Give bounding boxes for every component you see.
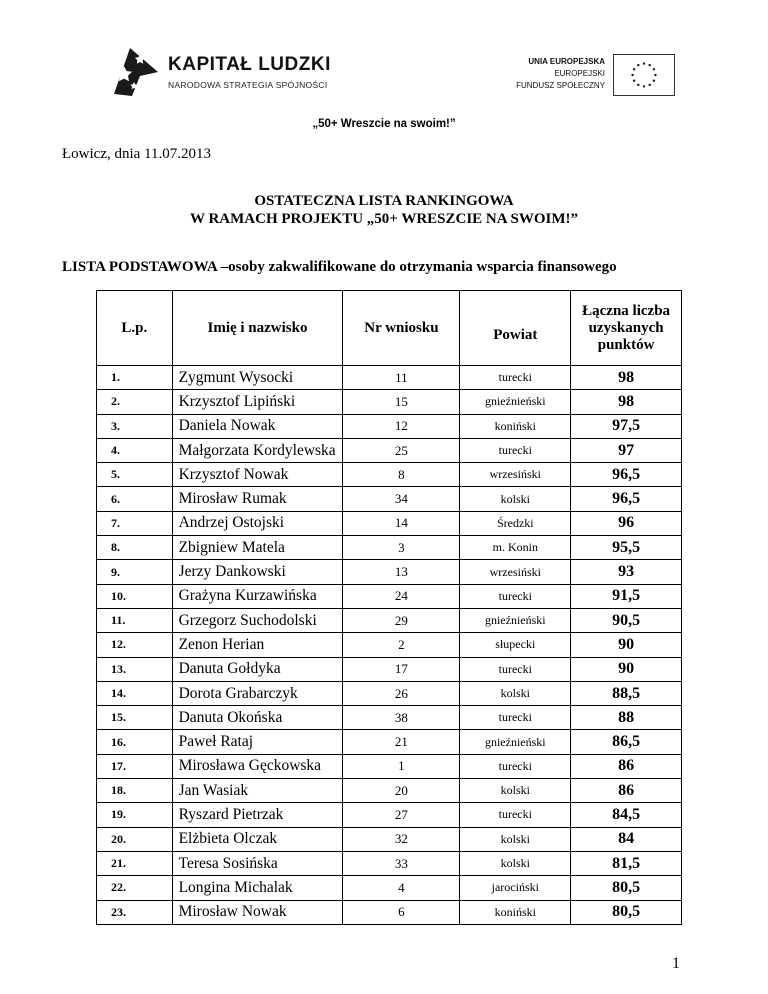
cell-points: 98: [571, 366, 682, 390]
cell-lp: 5.: [97, 463, 173, 487]
cell-points: 88: [571, 706, 682, 730]
cell-name: Krzysztof Nowak: [172, 463, 343, 487]
cell-application-no: 14: [343, 511, 460, 535]
cell-name: Paweł Rataj: [172, 730, 343, 754]
cell-application-no: 20: [343, 779, 460, 803]
cell-name: Mirosław Rumak: [172, 487, 343, 511]
cell-district: wrzesiński: [460, 463, 571, 487]
cell-district: turecki: [460, 706, 571, 730]
cell-application-no: 17: [343, 657, 460, 681]
cell-lp: 9.: [97, 560, 173, 584]
cell-district: Średzki: [460, 511, 571, 535]
cell-application-no: 24: [343, 584, 460, 608]
page-number: 1: [672, 955, 680, 972]
cell-lp: 12.: [97, 633, 173, 657]
cell-name: Teresa Sosińska: [172, 851, 343, 875]
column-header-points: Łączna liczba uzyskanych punktów: [571, 291, 682, 366]
logo-subtitle: NARODOWA STRATEGIA SPÓJNOŚCI: [168, 80, 328, 90]
cell-district: kolski: [460, 487, 571, 511]
cell-application-no: 34: [343, 487, 460, 511]
cell-application-no: 2: [343, 633, 460, 657]
cell-points: 98: [571, 390, 682, 414]
cell-district: turecki: [460, 754, 571, 778]
title-line-2: W RAMACH PROJEKTU „50+ WRESZCIE NA SWOIM!”: [189, 211, 579, 227]
cell-district: gnieźnieński: [460, 390, 571, 414]
cell-application-no: 11: [343, 366, 460, 390]
cell-points: 86,5: [571, 730, 682, 754]
cell-points: 97,5: [571, 414, 682, 438]
cell-application-no: 21: [343, 730, 460, 754]
cell-lp: 10.: [97, 584, 173, 608]
cell-district: kolski: [460, 827, 571, 851]
cell-name: Grażyna Kurzawińska: [172, 584, 343, 608]
column-header-name: Imię i nazwisko: [172, 291, 343, 366]
table-row: [97, 560, 682, 584]
cell-name: Grzegorz Suchodolski: [172, 608, 343, 632]
table-row: [97, 900, 682, 924]
cell-lp: 23.: [97, 900, 173, 924]
table-row: [97, 779, 682, 803]
cell-lp: 1.: [97, 366, 173, 390]
cell-district: turecki: [460, 584, 571, 608]
table-row: [97, 657, 682, 681]
cell-district: gnieźnieński: [460, 608, 571, 632]
cell-district: kolski: [460, 681, 571, 705]
column-header-district: Powiat: [460, 291, 571, 366]
cell-points: 80,5: [571, 876, 682, 900]
kapital-ludzki-logo: [110, 42, 340, 102]
cell-points: 96,5: [571, 487, 682, 511]
cell-lp: 3.: [97, 414, 173, 438]
cell-name: Dorota Grabarczyk: [172, 681, 343, 705]
cell-name: Andrzej Ostojski: [172, 511, 343, 535]
cell-district: koniński: [460, 414, 571, 438]
cell-lp: 15.: [97, 706, 173, 730]
table-row: [97, 633, 682, 657]
table-row: [97, 366, 682, 390]
cell-lp: 16.: [97, 730, 173, 754]
cell-application-no: 13: [343, 560, 460, 584]
cell-name: Danuta Gołdyka: [172, 657, 343, 681]
cell-name: Zygmunt Wysocki: [172, 366, 343, 390]
cell-points: 88,5: [571, 681, 682, 705]
logo-title: KAPITAŁ LUDZKI: [168, 54, 331, 75]
cell-lp: 8.: [97, 536, 173, 560]
table-row: [97, 438, 682, 462]
title-line-1: OSTATECZNA LISTA RANKINGOWA: [254, 193, 514, 209]
column-header-application-no: Nr wniosku: [343, 291, 460, 366]
eu-logo-text: [516, 56, 605, 92]
cell-district: turecki: [460, 657, 571, 681]
table-row: [97, 706, 682, 730]
eu-logo: [505, 52, 675, 98]
table-row: [97, 390, 682, 414]
cell-district: kolski: [460, 779, 571, 803]
cell-name: Ryszard Pietrzak: [172, 803, 343, 827]
table-row: [97, 536, 682, 560]
cell-application-no: 15: [343, 390, 460, 414]
table-row: [97, 584, 682, 608]
cell-application-no: 12: [343, 414, 460, 438]
cell-name: Mirosław Nowak: [172, 900, 343, 924]
cell-points: 84: [571, 827, 682, 851]
cell-lp: 7.: [97, 511, 173, 535]
eu-logo-line2: EUROPEJSKI: [554, 69, 605, 78]
cell-lp: 4.: [97, 438, 173, 462]
cell-application-no: 32: [343, 827, 460, 851]
list-heading: LISTA PODSTAWOWA –osoby zakwalifikowane do otrzymania wsparcia finansowego: [62, 259, 617, 275]
cell-district: m. Konin: [460, 536, 571, 560]
cell-application-no: 27: [343, 803, 460, 827]
cell-name: Longina Michalak: [172, 876, 343, 900]
cell-application-no: 4: [343, 876, 460, 900]
eu-flag-icon: [613, 54, 675, 96]
kapital-ludzki-emblem-icon: [110, 42, 162, 100]
cell-points: 80,5: [571, 900, 682, 924]
cell-points: 86: [571, 779, 682, 803]
cell-points: 93: [571, 560, 682, 584]
ranking-table-body: [97, 366, 682, 925]
table-row: [97, 827, 682, 851]
cell-name: Zenon Herian: [172, 633, 343, 657]
cell-application-no: 6: [343, 900, 460, 924]
cell-application-no: 1: [343, 754, 460, 778]
document-title: [0, 192, 768, 228]
project-slogan: „50+ Wreszcie na swoim!”: [312, 118, 456, 130]
table-row: [97, 681, 682, 705]
table-row: [97, 608, 682, 632]
column-header-lp: L.p.: [97, 291, 173, 366]
table-row: [97, 414, 682, 438]
table-row: [97, 803, 682, 827]
cell-points: 90: [571, 657, 682, 681]
cell-lp: 17.: [97, 754, 173, 778]
cell-district: gnieźnieński: [460, 730, 571, 754]
cell-lp: 2.: [97, 390, 173, 414]
cell-district: kolski: [460, 851, 571, 875]
cell-points: 95,5: [571, 536, 682, 560]
cell-application-no: 38: [343, 706, 460, 730]
cell-name: Elżbieta Olczak: [172, 827, 343, 851]
table-row: [97, 730, 682, 754]
eu-logo-line3: FUNDUSZ SPOŁECZNY: [516, 81, 605, 90]
cell-district: turecki: [460, 803, 571, 827]
cell-application-no: 25: [343, 438, 460, 462]
cell-name: Zbigniew Matela: [172, 536, 343, 560]
table-row: [97, 876, 682, 900]
cell-points: 86: [571, 754, 682, 778]
cell-district: koniński: [460, 900, 571, 924]
cell-application-no: 26: [343, 681, 460, 705]
cell-application-no: 8: [343, 463, 460, 487]
cell-lp: 18.: [97, 779, 173, 803]
table-row: [97, 463, 682, 487]
cell-name: Jerzy Dankowski: [172, 560, 343, 584]
cell-points: 90,5: [571, 608, 682, 632]
table-row: [97, 851, 682, 875]
cell-lp: 11.: [97, 608, 173, 632]
cell-lp: 22.: [97, 876, 173, 900]
eu-logo-line1: UNIA EUROPEJSKA: [528, 57, 605, 66]
cell-district: słupecki: [460, 633, 571, 657]
cell-district: turecki: [460, 438, 571, 462]
cell-lp: 13.: [97, 657, 173, 681]
cell-points: 97: [571, 438, 682, 462]
table-row: [97, 754, 682, 778]
table-row: [97, 487, 682, 511]
cell-lp: 6.: [97, 487, 173, 511]
cell-lp: 21.: [97, 851, 173, 875]
cell-points: 96,5: [571, 463, 682, 487]
cell-district: turecki: [460, 366, 571, 390]
cell-name: Daniela Nowak: [172, 414, 343, 438]
cell-name: Małgorzata Kordylewska: [172, 438, 343, 462]
cell-lp: 14.: [97, 681, 173, 705]
cell-name: Krzysztof Lipiński: [172, 390, 343, 414]
cell-application-no: 33: [343, 851, 460, 875]
cell-application-no: 29: [343, 608, 460, 632]
cell-name: Mirosława Gęckowska: [172, 754, 343, 778]
table-header-row: [97, 291, 682, 366]
cell-points: 84,5: [571, 803, 682, 827]
cell-points: 96: [571, 511, 682, 535]
place-date: Łowicz, dnia 11.07.2013: [62, 146, 211, 162]
cell-name: Danuta Okońska: [172, 706, 343, 730]
cell-points: 90: [571, 633, 682, 657]
cell-points: 81,5: [571, 851, 682, 875]
table-row: [97, 511, 682, 535]
ranking-table: [96, 290, 682, 925]
cell-application-no: 3: [343, 536, 460, 560]
cell-district: jarociński: [460, 876, 571, 900]
cell-name: Jan Wasiak: [172, 779, 343, 803]
cell-lp: 20.: [97, 827, 173, 851]
cell-lp: 19.: [97, 803, 173, 827]
cell-district: wrzesiński: [460, 560, 571, 584]
cell-points: 91,5: [571, 584, 682, 608]
